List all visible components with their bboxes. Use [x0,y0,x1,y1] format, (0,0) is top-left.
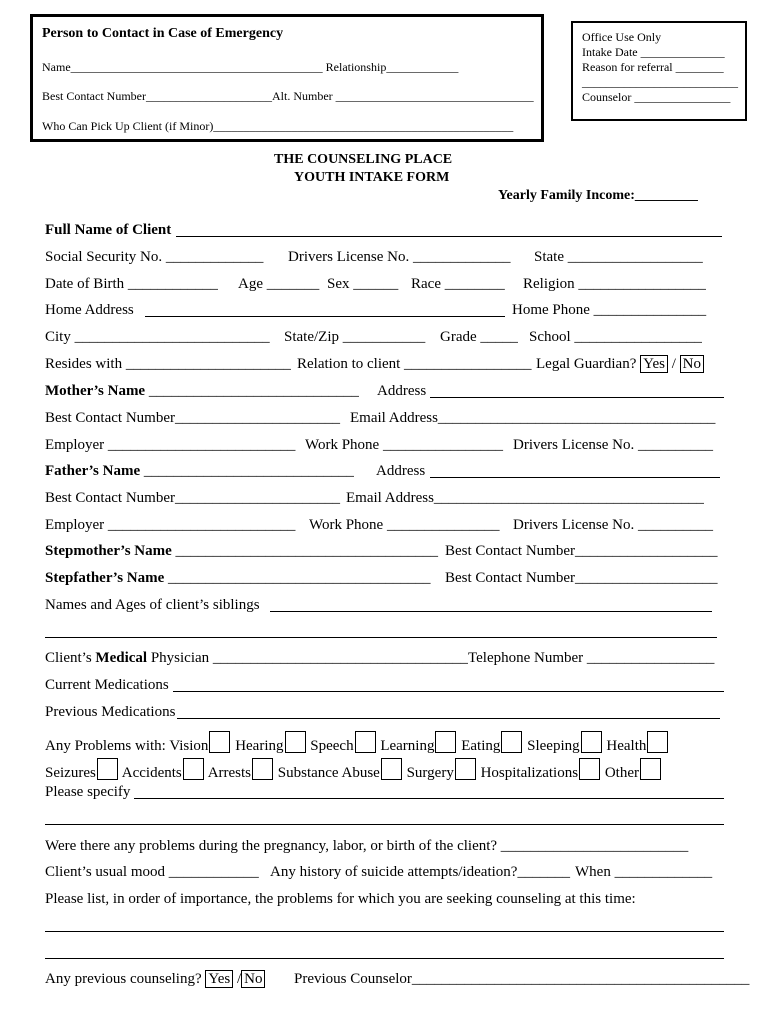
school-field[interactable]: School _________________ [529,329,702,345]
physician-row [45,650,468,667]
checkbox-speech[interactable] [355,731,376,753]
suicide-history-field[interactable]: Any history of suicide attempts/ideation?_______ [270,864,570,880]
checkbox-hearing[interactable] [285,731,306,753]
checkbox-sleeping[interactable] [581,731,602,753]
father-drivers-license[interactable]: Drivers License No. __________ [513,517,713,533]
previous-counseling-yes[interactable]: Yes [205,970,233,988]
age-field[interactable]: Age _______ [238,276,320,292]
problem-substance-abuse: Substance Abuse [277,765,380,781]
physician-medical: Medical [95,650,148,666]
physician-field[interactable]: Physician __________________________________ [147,650,468,666]
problems-list-line-1[interactable] [45,931,724,932]
mother-work-phone[interactable]: Work Phone ________________ [305,437,503,453]
mother-best-contact[interactable]: Best Contact Number______________________ [45,410,340,426]
siblings-line-2[interactable] [45,637,717,638]
stepmother-contact[interactable]: Best Contact Number___________________ [445,543,718,559]
mother-drivers-license[interactable]: Drivers License No. __________ [513,437,713,453]
problem-arrests: Arrests [207,765,252,781]
state-field[interactable]: State __________________ [534,249,703,265]
checkbox-health[interactable] [647,731,668,753]
mother-row [45,383,359,400]
dob-field[interactable]: Date of Birth ____________ [45,276,218,292]
checkbox-hospitalizations[interactable] [579,758,600,780]
problems-list-prompt: Please list, in order of importance, the problems for which you are seeking counseling at this time: [45,891,636,907]
stepfather-label: Stepfather’s Name [45,570,165,586]
checkbox-other[interactable] [640,758,661,780]
legal-guardian-yes[interactable]: Yes [640,355,668,373]
state-zip-field[interactable]: State/Zip ___________ [284,329,426,345]
problem-hearing: Hearing [235,738,284,754]
emergency-name-relationship[interactable]: Name__________________________________________ Relationship____________ [42,60,459,74]
father-address-label: Address [376,463,426,479]
pregnancy-question[interactable]: Were there any problems during the pregnancy, labor, or birth of the client? _________________________ [45,838,689,854]
stepmother-row [45,543,438,560]
problems-label: Any Problems with: [45,738,166,754]
ssn-field[interactable]: Social Security No. _____________ [45,249,264,265]
please-specify-line-1[interactable] [134,798,724,799]
previous-meds-line[interactable] [177,718,720,719]
please-specify-line-2[interactable] [45,824,724,825]
resides-with-field[interactable]: Resides with ______________________ [45,356,291,372]
checkbox-eating[interactable] [501,731,522,753]
father-address-line[interactable] [430,477,720,478]
emergency-pickup[interactable]: Who Can Pick Up Client (if Minor)__________________________________________________ [42,119,514,133]
sex-field[interactable]: Sex ______ [327,276,399,292]
father-name-line[interactable]: ____________________________ [140,463,354,479]
stepfather-line[interactable]: ___________________________________ [164,570,431,586]
previous-counseling-label: Any previous counseling? [45,971,202,987]
previous-counselor-field[interactable]: Previous Counselor_____________________________________________ [294,971,750,987]
emergency-title: Person to Contact in Case of Emergency [42,26,284,41]
home-address-line[interactable] [145,316,505,317]
checkbox-vision[interactable] [209,731,230,753]
form-title: YOUTH INTAKE FORM [294,170,450,185]
please-specify-label: Please specify [45,784,131,800]
previous-counseling-row [45,971,265,988]
father-email[interactable]: Email Address____________________________________ [346,490,704,506]
previous-counseling-slash: / [236,971,242,987]
usual-mood-field[interactable]: Client’s usual mood ____________ [45,864,259,880]
problem-learning: Learning [380,738,435,754]
race-field[interactable]: Race ________ [411,276,505,292]
problem-speech: Speech [310,738,354,754]
office-blank-line[interactable]: __________________________ [582,75,738,89]
emergency-contact-numbers[interactable]: Best Contact Number_____________________Alt. Number _________________________________ [42,89,534,103]
father-best-contact[interactable]: Best Contact Number______________________ [45,490,340,506]
city-field[interactable]: City __________________________ [45,329,270,345]
problem-seizures: Seizures [45,765,96,781]
problems-list-line-2[interactable] [45,958,724,959]
home-phone-field[interactable]: Home Phone _______________ [512,302,707,318]
legal-guardian-text: Legal Guardian? [536,356,637,372]
father-employer[interactable]: Employer _________________________ [45,517,296,533]
father-name-label: Father’s Name [45,463,141,479]
previous-counseling-no[interactable]: No [241,970,265,988]
father-row [45,463,354,480]
relation-field[interactable]: Relation to client _________________ [297,356,532,372]
problems-row-2 [45,758,662,782]
checkbox-arrests[interactable] [252,758,273,780]
problems-row-1 [45,731,669,755]
drivers-license-field[interactable]: Drivers License No. _____________ [288,249,511,265]
physician-prefix: Client’s [45,650,96,666]
office-reason[interactable]: Reason for referral ________ [582,60,724,74]
checkbox-seizures[interactable] [97,758,118,780]
problem-sleeping: Sleeping [527,738,580,754]
office-title: Office Use Only [582,30,662,44]
mother-name-label: Mother’s Name [45,383,146,399]
problem-vision: Vision [169,738,209,754]
problem-hospitalizations: Hospitalizations [480,765,579,781]
siblings-line-1[interactable] [270,611,712,612]
org-title: THE COUNSELING PLACE [274,152,453,167]
problem-health: Health [606,738,647,754]
yearly-income[interactable]: Yearly Family Income:_________ [498,188,698,203]
checkbox-learning[interactable] [435,731,456,753]
problem-accidents: Accidents [121,765,182,781]
mother-address-label: Address [377,383,427,399]
grade-field[interactable]: Grade _____ [440,329,518,345]
telephone-number[interactable]: Telephone Number _________________ [468,650,715,666]
office-intake-date[interactable]: Intake Date ______________ [582,45,725,59]
religion-field[interactable]: Religion _________________ [523,276,706,292]
mother-employer[interactable]: Employer _________________________ [45,437,296,453]
siblings-label: Names and Ages of client’s siblings [45,597,260,613]
home-address-label: Home Address [45,302,134,318]
stepfather-contact[interactable]: Best Contact Number___________________ [445,570,718,586]
mother-address-line[interactable] [430,397,724,398]
problem-eating: Eating [461,738,501,754]
when-field[interactable]: When _____________ [575,864,713,880]
checkbox-surgery[interactable] [455,758,476,780]
full-name-line[interactable] [176,236,722,237]
previous-meds-label: Previous Medications [45,704,176,720]
mother-email[interactable]: Email Address_____________________________________ [350,410,716,426]
stepmother-line[interactable]: ___________________________________ [171,543,439,559]
current-meds-label: Current Medications [45,677,169,693]
father-work-phone[interactable]: Work Phone _______________ [309,517,500,533]
office-counselor[interactable]: Counselor ________________ [582,90,731,104]
stepfather-row [45,570,431,587]
full-name-label: Full Name of Client [45,222,172,238]
current-meds-line[interactable] [173,691,724,692]
legal-guardian-label [536,356,704,373]
checkbox-accidents[interactable] [183,758,204,780]
legal-guardian-slash: / [671,356,676,372]
mother-name-line[interactable]: ____________________________ [145,383,359,399]
legal-guardian-no[interactable]: No [680,355,704,373]
stepmother-label: Stepmother’s Name [45,543,172,559]
problem-other: Other [604,765,639,781]
checkbox-substance-abuse[interactable] [381,758,402,780]
problem-surgery: Surgery [406,765,454,781]
